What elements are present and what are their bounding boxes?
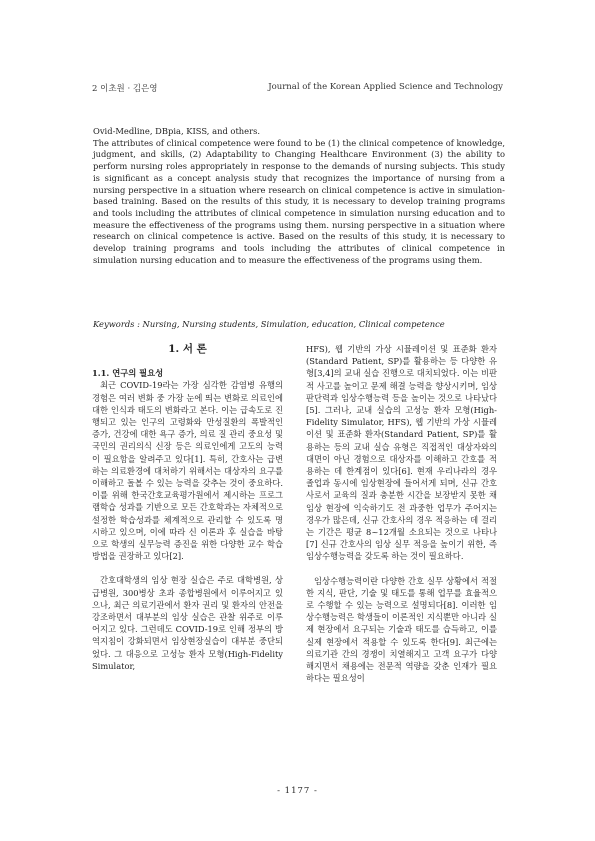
body-paragraph: 간호대학생의 임상 현장 실습은 주로 대학병원, 상급병원, 300병상 초과 종합병원에서 이루어지고 있으나, 최근 의료기관에서 환자 권리 및 환자의 안전을 강조하면서 대부분의 임상 실습은 관찰 위주로 이루어지고 있다. 그런데도 COVID-19로 인해 정부의 방역지침이 강화되면서 임상현장실습이 대부분 중단되었다. 그 대응으로 고성능 환자 모형(High-Fidelity Simulator,	[92, 575, 283, 671]
abstract-paragraph: The attributes of clinical competence were found to be (1) the clinical competence of knowledge, judgment, and skills, (2) Adaptability to Changing Healthcare Environment (3) the ability to perform nursing roles appropriately in response to the demands of nursing subjects. This study is significant as a concept analysis study that recognizes the importance of nursing from a nursing perspective in a situation where research on clinical competence is active in simulation-based training. Based on the results of this study, it is necessary to develop training programs and tools including the attributes of clinical competence in simulation nursing education and to measure the effectiveness of the programs using them. nursing perspective in a situation where research on clinical competence is active. Based on the results of this study, it is necessary to develop training programs and tools including the attributes of clinical competence in simulation nursing education and to measure the effectiveness of the programs using them.	[93, 137, 505, 265]
section-title: 1. 서 론	[168, 343, 207, 355]
abstract-paragraph: Ovid-Medline, DBpia, KISS, and others.	[93, 126, 261, 136]
running-head-authors: 2 이초원 · 김은영	[92, 84, 158, 94]
body-paragraph: 최근 COVID-19라는 가장 심각한 감염병 유행의 경험은 여러 변화 중 가장 눈에 띄는 변화로 의료인에 대한 인식과 태도의 변화라고 본다. 이는 급속도로 진행되고 있는 인구의 고령화와 만성질환의 폭발적인 증가, 건강에 대한 욕구 증가, 의료 질 관리 중요성 및 국민의 권리의식 신장 등은 의료인에게 고도의 능력이 필요함을 알려주고 있다[1]. 특히, 간호사는 급변하는 의료환경에 대처하기 위해서는 대상자의 요구를 이해하고 돌볼 수 있는 능력을 갖추는 것이 중요하다. 이를 위해 한국간호교육평가원에서 제시하는 프로그램학습 성과를 기반으로 모든 간호학과는 자체적으로 설정한 학습성과를 체계적으로 관리할 수 있도록 명시하고 있으며, 이에 따라 신 이론과 후 실습을 바탕으로 학생의 실무능력 증진을 위한 다양한 교수 학습 방법을 권장하고 있다[2].	[92, 380, 283, 562]
keywords: Keywords : Nursing, Nursing students, Simulation, education, Clinical competence	[93, 319, 445, 329]
body-column-left	[92, 343, 283, 672]
body-column-right	[306, 343, 497, 684]
body-paragraph: HFS), 웹 기반의 가상 시뮬레이션 및 표준화 환자(Standard Patient, SP)를 활용하는 등 다양한 유형[3,4]의 교내 실습 진행으로 대치되었다. 이는 비판적 사고를 높이고 문제 해결 능력을 향상시키며, 임상 판단력과 임상수행능력 등을 높이는 것으로 나타났다[5]. 그러나, 교내 실습의 고성능 환자 모형(High-Fidelity Simulator, HFS), 웹 기반의 가상 시뮬레이션 및 표준화 환자(Standard Patient, SP)를 활용하는 등의 교내 실습 유형은 직접적인 대상자와의 대면이 아닌 경험으로 대상자를 이해하고 간호를 적용하는 데 한계점이 있다[6]. 현재 우리나라의 경우 졸업과 동시에 임상현장에 들어서게 되며, 신규 간호사로서 교육의 질과 충분한 시간을 보장받지 못한 채 임상 현장에 익숙하기도 전 과중한 업무가 주어지는 경우가 많은데, 신규 간호사의 경우 적응하는 데 걸리는 기간은 평균 8~12개월 소요되는 것으로 나타나[7] 신규 간호사의 임상 실무 적응을 높이기 위한, 즉 임상수행능력을 갖도록 하는 것이 필요하다.	[306, 344, 497, 562]
body-paragraph: 임상수행능력이란 다양한 간호 실무 상황에서 적절한 지식, 판단, 기술 및 태도를 통해 업무를 효율적으로 수행할 수 있는 능력으로 설명되다[8]. 이러한 임상수행능력은 학생들이 이론적인 지식뿐만 아니라 실제 현장에서 요구되는 기술과 태도를 습득하고, 이를 실제 현장에서 적용할 수 있도록 한다[9]. 최근에는 의료기관 간의 경쟁이 치열해지고 고객 요구가 다양해지면서 채용에는 전문적 역량을 갖춘 인재가 필요하다는 필요성이	[306, 575, 497, 684]
page-number: - 1177 -	[277, 786, 318, 796]
running-head-journal: Journal of the Korean Applied Science and Technology	[268, 82, 503, 92]
subsection-title: 1.1. 연구의 필요성	[92, 368, 164, 379]
abstract	[93, 126, 505, 266]
